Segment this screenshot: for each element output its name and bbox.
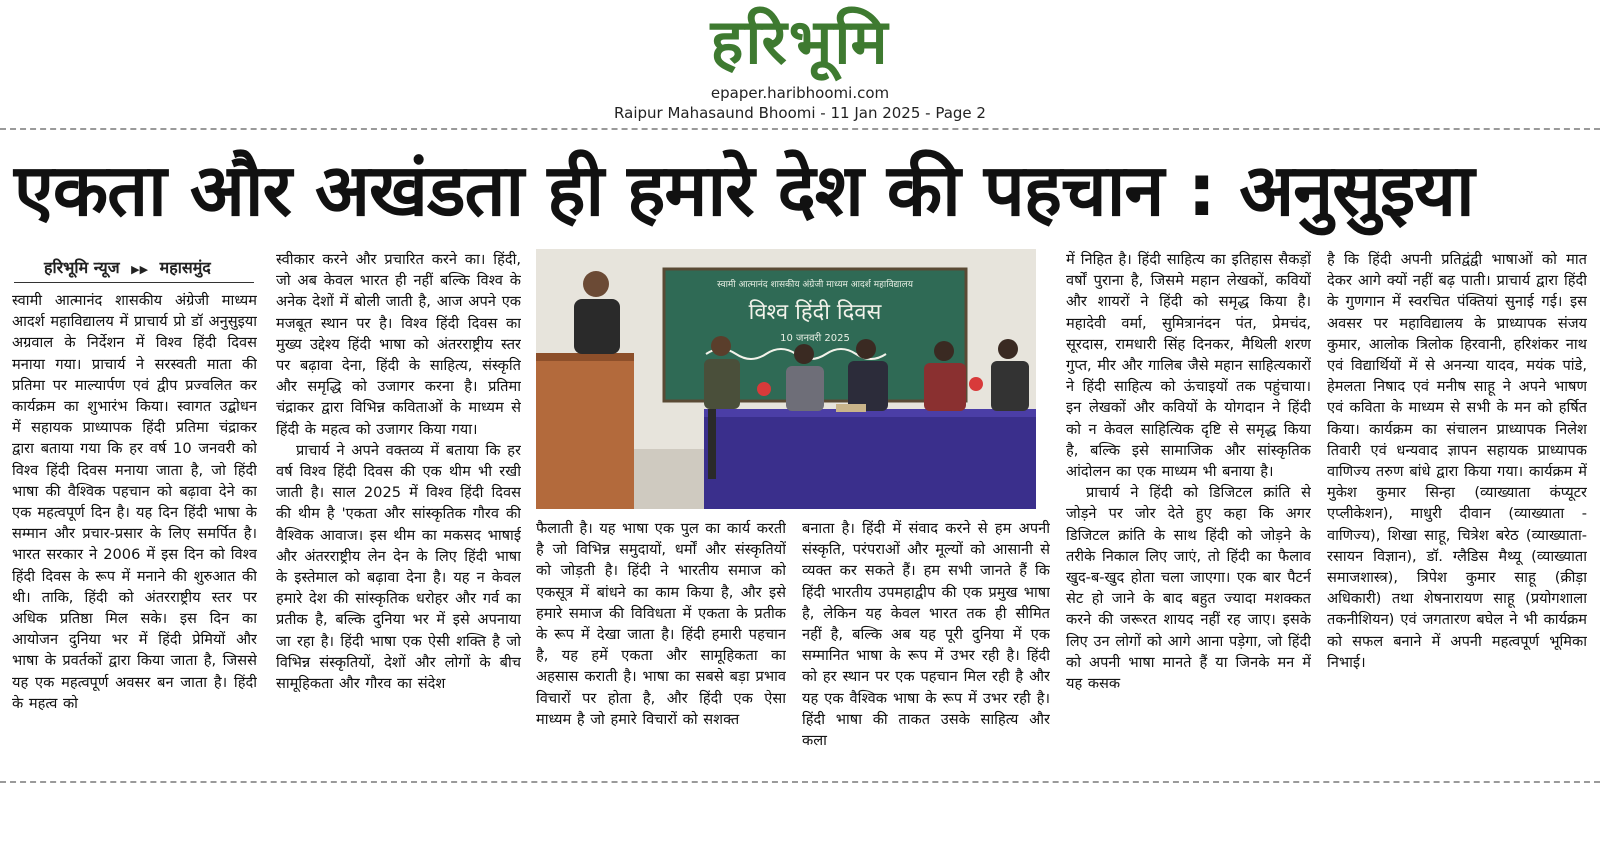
haribhoomi-logo: हरिभूमि xyxy=(710,5,890,78)
board-banner-text: विश्व हिंदी दिवस xyxy=(748,300,882,325)
masthead xyxy=(0,0,1600,128)
byline xyxy=(44,256,254,278)
article-column-4 xyxy=(802,518,1050,770)
article-column-2 xyxy=(276,249,521,770)
paragraph: प्राचार्य ने हिंदी को डिजिटल क्रांति से जोड़ने पर जोर देते हुए कहा कि अगर डिजिटल क्रांति के साथ हिंदी को जोड़ने के तरीके निकाल लिए जाएं, तो हिंदी का फैलाव खुद-ब-खुद होता चला जाएगा। एक बार पैटर्न सेट हो जाने के बाद बहुत ज्यादा मशक्कत करने की जरूरत शायद नहीं रह जाए। इसके लिए उन लोगों को आगे आना पड़ेगा, जो हिंदी को अपनी भाषा मानते हैं या जिनके मन में यह कसक xyxy=(1066,484,1311,693)
article-column-3 xyxy=(536,518,786,770)
paragraph: स्वीकार करने और प्रचारित करने का। हिंदी, जो अब केवल भारत ही नहीं बल्कि विश्व के अनेक देशों में बोली जाती है, आज अपने एक मजबूत स्थान पर है। विश्व हिंदी दिवस का मुख्य उद्देश्य हिंदी भाषा को अंतरराष्ट्रीय स्तर पर बढ़ावा देना, हिंदी के साहित्य, संस्कृति और समृद्धि को उजागर करना है। प्रतिमा चंद्राकर द्वारा विभिन्न कविताओं के माध्यम से हिंदी के महत्व को उजागर किया गया। xyxy=(276,251,521,438)
byline-place: महासमुंद xyxy=(159,258,211,277)
bottom-dashed-divider xyxy=(0,781,1600,783)
byline-source: हरिभूमि न्यूज xyxy=(44,258,120,277)
epaper-url[interactable]: epaper.haribhoomi.com xyxy=(710,84,890,102)
board-date-text: 10 जनवरी 2025 xyxy=(780,333,850,344)
article-column-1 xyxy=(12,290,257,770)
article-headline: एकता और अखंडता ही हमारे देश की पहचान : अनुसुइया xyxy=(14,148,1474,232)
paragraph: बनाता है। हिंदी में संवाद करने से हम अपनी संस्कृति, परंपराओं और मूल्यों को आसानी से व्यक्त कर सकते हैं। हम सभी जानते हैं कि हिंदी भारतीय उपमहाद्वीप की एक प्रमुख भाषा है, लेकिन यह केवल भारत तक ही सीमित नहीं है, बल्कि अब यह पूरी दुनिया में एक सम्मानित भाषा के रूप में उभर रही है। हिंदी को हर स्थान पर एक पहचान मिल रही है और यह एक वैश्विक भाषा के रूप में उभर रही है। हिंदी भाषा की ताकत उसके साहित्य और कला xyxy=(802,520,1050,750)
paragraph: है कि हिंदी अपनी प्रतिद्वंद्वी भाषाओं को मात देकर आगे क्यों नहीं बढ़ पाती। प्राचार्य द्वारा हिंदी के गुणगान में स्वरचित पंक्तियां सुनाई गई। इस अवसर पर महाविद्यालय के प्राध्यापक संजय कुमार, आलोक त्रिलोक हिरवानी, हरिशंकर नाथ एवं विद्यार्थियों में से अनन्या यादव, मयंक पांडे, हेमलता निषाद एवं मनीष साहू ने अपने भाषण एवं कविता के माध्यम से सभी के मन को हर्षित किया। कार्यक्रम का संचालन प्राध्यापक निलेश तिवारी एवं धन्यवाद ज्ञापन सहायक प्राध्यापक वाणिज्य तरुण बांधे द्वारा किया गया। कार्यक्रम में मुकेश कुमार सिन्हा (व्याख्याता कंप्यूटर एप्लीकेशन), माधुरी दीवान (व्याख्याता - वाणिज्य), शिखा साहू, चित्रेश बरेठ (व्याख्याता- रसायन विज्ञान), डॉ. ग्लैडिस मैथ्यू (व्याख्याता समाजशास्त्र), त्रिपेश कुमार साहू (क्रीड़ा अधिकारी) तथा शेषनारायण साहू (प्रयोगशाला तकनीशियन) एवं जगतारण बघेल ने भी कार्यक्रम को सफल बनाने में अपनी महत्वपूर्ण भूमिका निभाई। xyxy=(1327,251,1587,671)
paragraph: में निहित है। हिंदी साहित्य का इतिहास सैकड़ों वर्षों पुराना है, जिसमे महान लेखकों, कवियों और शायरों ने हिंदी को समृद्ध किया है। महादेवी वर्मा, सुमित्रानंदन पंत, प्रेमचंद, सूरदास, रामधारी सिंह दिनकर, मैथिली शरण गुप्त, मीर और गालिब जैसे महान साहित्यकारों ने हिंदी साहित्य को ऊंचाइयों तक पहुंचाया। इन लेखकों और कवियों के योगदान ने हिंदी को न केवल साहित्यिक दृष्टि से समृद्ध किया है, बल्कि इसे सामाजिक और सांस्कृतिक आंदोलन का एक माध्यम भी बनाया है। xyxy=(1066,251,1311,481)
paragraph: फैलाती है। यह भाषा एक पुल का कार्य करती है जो विभिन्न समुदायों, धर्मों और संस्कृतियों को जोड़ती है। हिंदी ने भारतीय समाज को एकसूत्र में बांधने का काम किया है, और इसे हमारे समाज की विविधता में एकता के प्रतीक के रूप में देखा जाता है। हिंदी हमारी पहचान है, यह हमें एकता और सामूहिकता का अहसास कराती है। भाषा का सबसे बड़ा प्रभाव विचारों पर होता है, और हिंदी एक ऐसा माध्यम है जो हमारे विचारों को सशक्त xyxy=(536,520,786,728)
article-column-6 xyxy=(1327,249,1587,770)
board-top-text: स्वामी आत्मानंद शासकीय अंग्रेजी माध्यम आदर्श महाविद्यालय xyxy=(717,280,913,290)
article-column-5 xyxy=(1066,249,1311,770)
edition-info: Raipur Mahasaund Bhoomi - 11 Jan 2025 - Page 2 xyxy=(614,104,986,122)
event-photo xyxy=(536,249,1036,509)
top-dashed-divider xyxy=(0,128,1600,130)
paragraph: स्वामी आत्मानंद शासकीय अंग्रेजी माध्यम आदर्श महाविद्यालय में प्राचार्य प्रो डॉ अनुसुइया अग्रवाल के निर्देशन में विश्व हिंदी दिवस मनाया गया। प्राचार्य ने सरस्वती माता की प्रतिमा पर माल्यार्पण एवं द्वीप प्रज्वलित कर कार्यक्रम का शुभारंभ किया। स्वागत उद्बोधन में सहायक प्राध्यापक हिंदी प्रतिमा चंद्राकर द्वारा बताया गया कि हर वर्ष 10 जनवरी को विश्व हिंदी दिवस मनाया जाता है, जो हिंदी भाषा की वैश्विक पहचान को बढ़ावा देने का एक महत्वपूर्ण दिन है। यह दिन हिंदी भाषा के सम्मान और प्रचार-प्रसार के लिए समर्पित है। भारत सरकार ने 2006 में इस दिन को विश्व हिंदी दिवस के रूप में मनाने की शुरुआत की थी। ताकि, हिंदी को अंतरराष्ट्रीय स्तर पर अधिक प्रतिष्ठा मिल सके। इस दिन का आयोजन दुनिया भर में हिंदी प्रेमियों और भाषा के प्रवर्तकों द्वारा किया जाता है, जिससे यह एक महत्वपूर्ण अवसर बन जाता है। हिंदी के महत्व को xyxy=(12,292,257,712)
paragraph: प्राचार्य ने अपने वक्तव्य में बताया कि हर वर्ष विश्व हिंदी दिवस की एक थीम भी रखी जाती है। साल 2025 में विश्व हिंदी दिवस की थीम है 'एकता और सांस्कृतिक गौरव की वैश्विक आवाज। इस थीम का मकसद भाषाई और अंतरराष्ट्रीय लेन देन के लिए हिंदी भाषा के इस्तेमाल को बढ़ावा देना है। यह न केवल हमारे देश की सांस्कृतिक धरोहर और गर्व का प्रतीक है, बल्कि दुनिया भर में इसे अपनाया जा रहा है। हिंदी भाषा एक ऐसी शक्ति है जो विभिन्न संस्कृतियों, देशों और लोगों के बीच सामूहिकता और गौरव का संदेश xyxy=(276,441,521,693)
byline-rule xyxy=(14,282,254,283)
byline-arrow-icon: ▶▶ xyxy=(131,263,149,276)
